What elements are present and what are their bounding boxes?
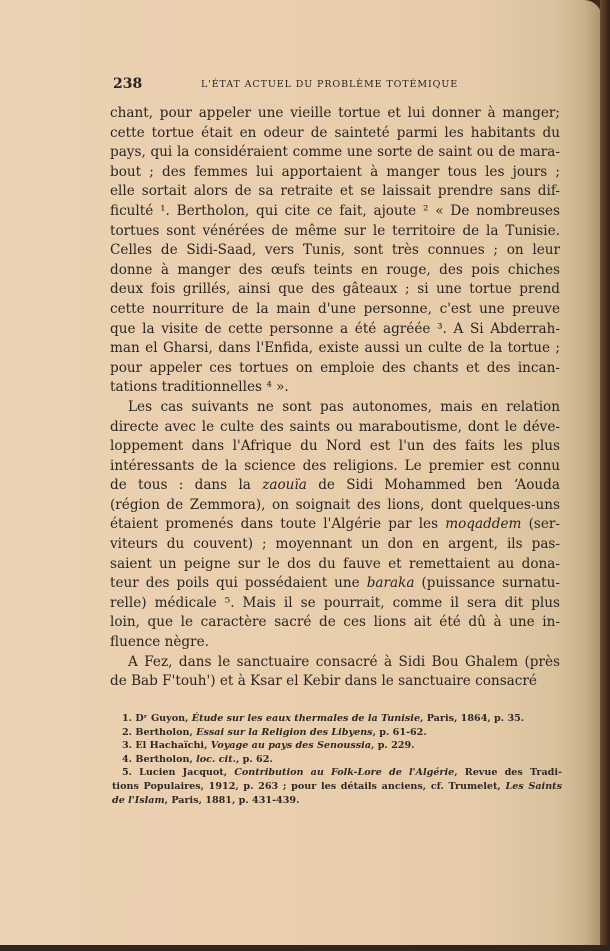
text-line: elle sortait alors de sa retraite et se laissait prendre sans dif- xyxy=(110,183,560,200)
page-edge xyxy=(600,0,610,951)
text-line: bout ; des femmes lui apportaient à manger tous les jours ; xyxy=(110,163,560,180)
text-line: relle) médicale ⁵. Mais il se pourrait, comme il sera dit plus xyxy=(110,594,560,611)
text-line: Celles de Sidi-Saad, vers Tunis, sont très connues ; on leur xyxy=(110,242,560,259)
text-line: donne à manger des œufs teints en rouge, des pois chiches xyxy=(110,261,560,278)
text-line: étaient promenés dans toute l'Algérie par les moqaddem (ser- xyxy=(110,516,560,533)
footnote: tions Populaires, 1912, p. 263 ; pour les détails anciens, cf. Trumelet, Les Saints xyxy=(112,780,562,792)
text-line: A Fez, dans le sanctuaire consacré à Sidi Bou Ghalem (près xyxy=(128,653,560,670)
body-text xyxy=(110,104,560,692)
text-line: loppement dans l'Afrique du Nord est l'un des faits les plus xyxy=(110,438,560,455)
text-line: directe avec le culte des saints ou maraboutisme, dont le déve- xyxy=(110,418,560,435)
text-line: teur des poils qui possédaient une baraka (puissance surnatu- xyxy=(110,575,560,592)
text-line: viteurs du couvent) ; moyennant un don en argent, ils pas- xyxy=(110,536,560,553)
text-line: deux fois grillés, ainsi que des gâteaux ; si une tortue prend xyxy=(110,281,560,298)
text-line: Les cas suivants ne sont pas autonomes, mais en relation xyxy=(128,398,560,415)
footnote: 5. Lucien Jacquot, Contribution au Folk-Lore de l'Algérie, Revue des Tradi- xyxy=(122,767,563,779)
footnote: 4. Bertholon, loc. cit., p. 62. xyxy=(122,753,273,765)
text-line: pays, qui la considéraient comme une sorte de saint ou de mara- xyxy=(110,144,560,161)
footnote: 1. Dʳ Guyon, Étude sur les eaux thermales de la Tunisie, Paris, 1864, p. 35. xyxy=(122,713,525,724)
text-line: ficulté ¹. Bertholon, qui cite ce fait, ajoute ² « De nombreuses xyxy=(110,202,560,219)
text-line: tortues sont vénérées de même sur le territoire de la Tunisie. xyxy=(110,222,560,239)
text-line: saient un peigne sur le dos du fauve et remettaient au dona- xyxy=(110,555,560,572)
footnote: 3. El Hachaïchi, Voyage au pays des Senoussia, p. 229. xyxy=(122,740,415,752)
page-number: 238 xyxy=(113,76,143,92)
bottom-edge xyxy=(0,945,610,951)
text-line: cette tortue était en odeur de sainteté parmi les habitants du xyxy=(110,124,560,141)
text-line: pour appeler ces tortues on emploie des chants et des incan- xyxy=(110,359,560,376)
text-line: cette nourriture de la main d'une personne, c'est une preuve xyxy=(110,300,560,317)
text-line: loin, que le caractère sacré de ces lions ait été dû à une in- xyxy=(110,614,560,631)
text-line: que la visite de cette personne a été agréée ³. A Si Abderrah- xyxy=(110,320,560,337)
text-line: (région de Zemmora), on soignait des lions, dont quelques-uns xyxy=(110,496,560,513)
text-line: de Bab F'touh') et à Ksar el Kebir dans le sanctuaire consacré xyxy=(110,673,537,690)
running-title: L'ÉTAT ACTUEL DU PROBLÈME TOTÉMIQUE xyxy=(201,79,459,90)
footnote: 2. Bertholon, Essai sur la Religion des Libyens, p. 61-62. xyxy=(122,726,427,738)
page-header xyxy=(113,76,558,96)
footnotes xyxy=(112,712,562,807)
footnote: de l'Islam, Paris, 1881, p. 431-439. xyxy=(112,794,300,806)
text-line: chant, pour appeler une vieille tortue et lui donner à manger; xyxy=(110,105,560,121)
text-line: man el Gharsi, dans l'Enfida, existe aussi un culte de la tortue ; xyxy=(110,340,560,357)
text-line: de tous : dans la zaouïa de Sidi Mohammed ben ‘Aouda xyxy=(110,477,560,494)
text-line: fluence nègre. xyxy=(110,634,209,651)
text-line: tations traditionnelles ⁴ ». xyxy=(110,379,289,396)
text-line: intéressants de la science des religions. Le premier est connu xyxy=(110,457,560,474)
